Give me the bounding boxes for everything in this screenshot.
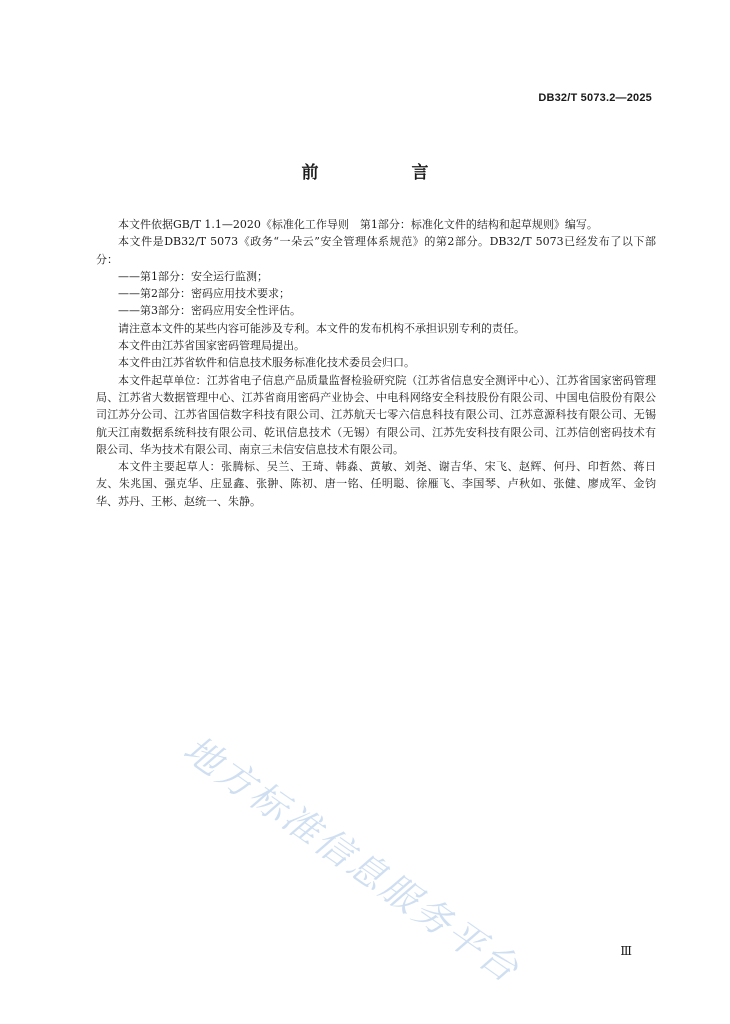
paragraph-drafting-basis: 本文件依据GB/T 1.1—2020《标准化工作导则 第1部分：标准化文件的结构和起草规则》编写。 (118, 218, 598, 231)
watermark: 地方标准信息服务平台 (175, 727, 528, 992)
paragraph-proposer: 本文件由江苏省国家密码管理局提出。 (118, 339, 305, 353)
paragraph-patent-notice: 请注意本文件的某些内容可能涉及专利。本文件的发布机构不承担识别专利的责任。 (118, 321, 525, 335)
list-item-part-3: ——第3部分：密码应用安全性评估。 (118, 304, 301, 318)
foreword-body (96, 216, 656, 510)
paragraph-series-info: 本文件是DB32/T 5073《政务“一朵云”安全管理体系规范》的第2部分。DB32/T 5073已经发布了以下部分： (96, 235, 656, 266)
paragraph-drafting-units: 本文件起草单位：江苏省电子信息产品质量监督检验研究院（江苏省信息安全测评中心）、江苏省国家密码管理局、江苏省大数据管理中心、江苏省商用密码产业协会、中电科网络安全科技股份有限公司、中国电信股份有限公司江苏分公司、江苏省国信数字科技有限公司、江苏航天七零六信息科技有限公司、江苏意源科技有限公司、无锡航天江南数据系统科技有限公司、乾讯信息技术（无锡）有限公司、江苏先安科技有限公司、江苏信创密码技术有限公司、华为技术有限公司、南京三未信安信息技术有限公司。 (96, 373, 656, 456)
page-number: Ⅲ (620, 944, 632, 958)
standard-code: DB32/T 5073.2—2025 (538, 92, 652, 104)
paragraph-drafters: 本文件主要起草人：张腾标、吴兰、王琦、韩淼、黄敏、刘尧、谢吉华、宋飞、赵辉、何丹、印哲然、蒋日友、朱兆国、强克华、庄显鑫、张翀、陈初、唐一铭、任明聪、徐雁飞、李国琴、卢秋如、张健、廖成军、金钧华、苏丹、王彬、赵统一、朱静。 (96, 460, 656, 508)
list-item-part-1: ——第1部分：安全运行监测； (118, 269, 268, 283)
paragraph-centralized: 本文件由江苏省软件和信息技术服务标准化技术委员会归口。 (118, 356, 415, 370)
page-title: 前 言 (301, 163, 467, 183)
list-item-part-2: ——第2部分：密码应用技术要求； (118, 287, 290, 301)
